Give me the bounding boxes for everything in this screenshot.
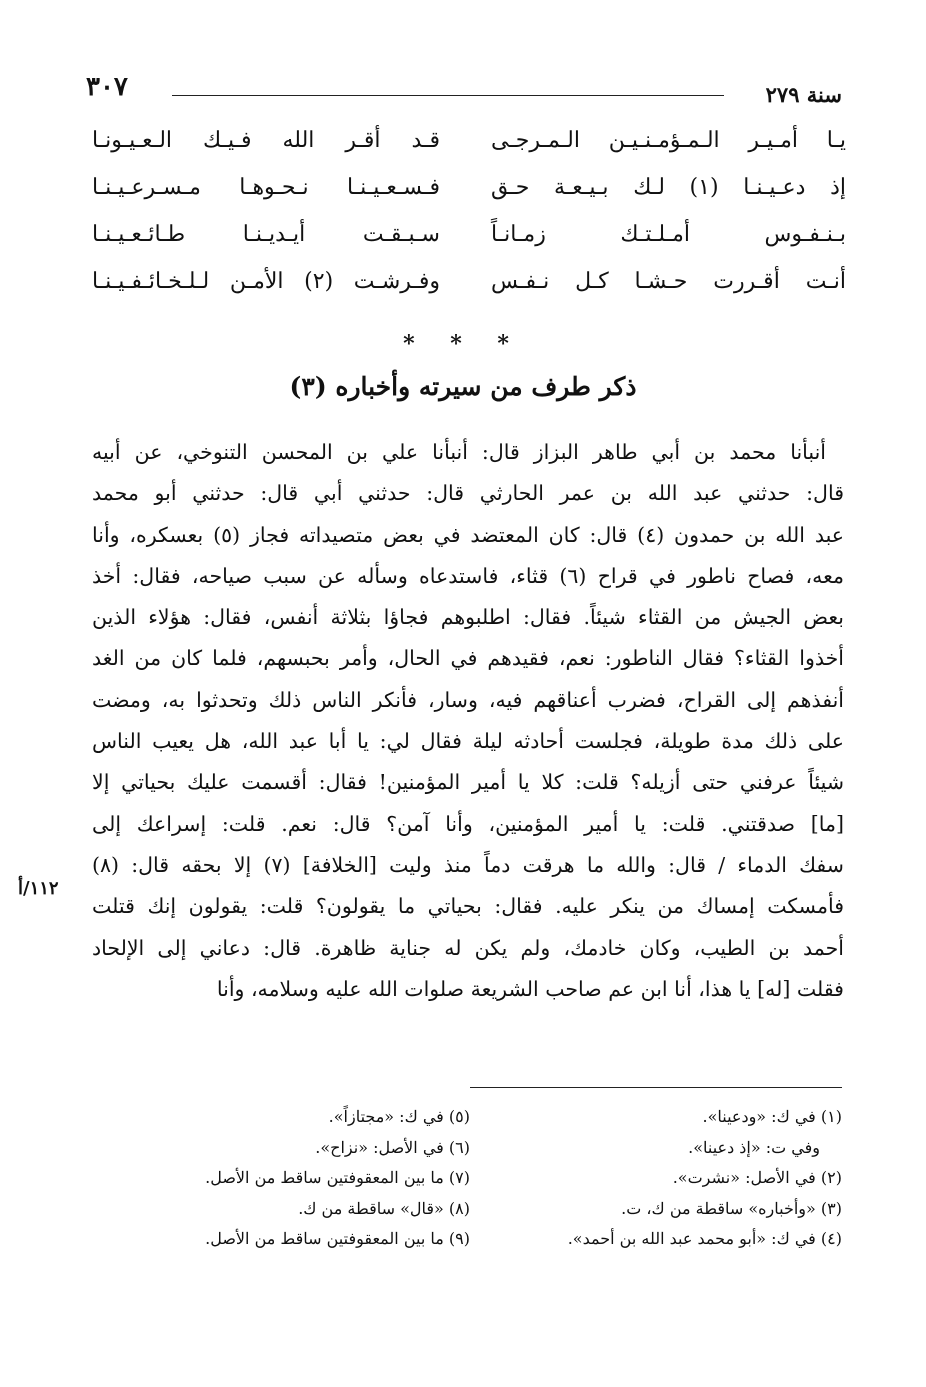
poem-verse: [92, 175, 846, 222]
footnote: (٥) في ك: «مجتازاً».: [328, 1107, 470, 1126]
verse-first-hemistich: يـا أمـيـر الـمـؤمـنـيـن الـمـرجـى: [491, 128, 846, 153]
verse-second-hemistich: فـسـعـيـنـا نـحـوهـا مـسـرعـيـنـا: [92, 175, 440, 200]
header-rule: [172, 95, 724, 96]
footnote: وفي ت: «إذ دعينا».: [688, 1137, 820, 1157]
verse-second-hemistich: قـد أقـر الله فـيـك الـعـيـونـا: [92, 128, 440, 153]
footnote: (٧) ما بين المعقوفتين ساقط من الأصل.: [205, 1168, 470, 1187]
body-line: شيئاً عرفني حتى أزيله؟ قلت: كلا يا أمير المؤمنين! فقال: أقسمت عليك بحياتي إلا: [92, 770, 844, 795]
body-text: [92, 432, 844, 1010]
body-line: أحمد بن الطيب، وكان خادمك، ولم يكن له جناية ظاهرة. قال: دعاني إلى الإلحاد: [92, 935, 844, 960]
verse-first-hemistich: إذ دعـيـنـا (١) لـك بـيـعـة حـق: [491, 175, 847, 200]
body-line: عبد الله بن حمدون (٤) قال: كان المعتضد في بعض متصيداته فجاز (٥) بعسكره، وأنا: [92, 522, 844, 547]
poem-verse: [92, 128, 846, 175]
poem: [92, 128, 846, 316]
footnote-rule: [470, 1087, 842, 1088]
footnote: (٢) في الأصل: «نشرت».: [672, 1168, 842, 1187]
body-line: أنبأنا محمد بن أبي طاهر البزاز قال: أنبأنا علي بن المحسن التنوخي، عن أبيه: [92, 440, 826, 464]
body-line: فقلت [له] يا هذا، أنا ابن عم صاحب الشريعة صلوات الله عليه وسلامه، وأنا: [216, 976, 844, 1001]
verse-second-hemistich: سـبـقـت أيـديـنـا طـائـعـيـنـا: [92, 222, 440, 247]
body-line: قال: حدثني عبد الله بن عمر الحارثي قال: حدثني أبي قال: حدثني أبو محمد: [92, 481, 844, 506]
footnote: (٣) «وأخباره» ساقطة من ك، ت.: [621, 1198, 842, 1218]
footnote: (٦) في الأصل: «نزاح».: [315, 1137, 470, 1157]
page-number: ٣٠٧: [86, 72, 128, 102]
verse-first-hemistich: أنـت أقـررت حـشـا كـل نـفـس: [491, 269, 846, 294]
section-separator: * * *: [403, 331, 523, 357]
manuscript-folio-marker: ١١٢/أ: [18, 878, 59, 899]
body-line: سفك الدماء / قال: والله ما هرقت دماً منذ وليت [الخلافة] (٧) إلا بحقه قال: (٨): [92, 852, 844, 877]
body-line: بعض الجيش من القثاء شيئاً. فقال: اطلبوهم فجاؤا بثلاثة أنفس، فقال: هؤلاء الذين: [92, 605, 844, 630]
body-line: [ما] صدقتني. قلت: يا أمير المؤمنين، وأنا آمن؟ قال: نعم. قلت: إسراعك إلى: [92, 811, 844, 836]
footnotes-column-right: [482, 1102, 842, 1255]
verse-first-hemistich: بـنـفـوس أمـلـتـك زمـانـاً: [491, 222, 846, 247]
footnote: (٩) ما بين المعقوفتين ساقط من الأصل.: [205, 1229, 470, 1248]
body-line: أنفذهم إلى القراح، فضرب أعناقهم فيه، وسار، فأنكر الناس ذلك وتحدثوا به، ومضت: [92, 687, 844, 712]
section-title: ذكر طرف من سيرته وأخباره (٣): [289, 372, 637, 401]
verse-second-hemistich: وفـرشـت (٢) الأمـن لـلـخـائـفـيـنـا: [92, 269, 440, 294]
body-line: فأمسكت إمساك من ينكر عليه. فقال: بحياتي ما يقولون؟ قلت: يقولون إنك قتلت: [92, 894, 844, 919]
footnote: (١) في ك: «ودعينا».: [702, 1107, 842, 1126]
poem-verse: [92, 222, 846, 269]
footnote: (٨) «قال» ساقطة من ك.: [298, 1198, 470, 1218]
body-line: أخذوا القثاء؟ فقال الناطور: نعم، فقيدهم في الحال، وأمر بحبسهم، فلما كان من الغد: [92, 646, 844, 671]
body-line: على ذلك مدة طويلة، فجلست أحادثه ليلة فقال لي: يا أبا عبد الله، هل يعيب الناس: [92, 729, 844, 754]
body-line: معه، فصاح ناطور في قراح (٦) قثاء، فاستدعاه وسأله عن سبب صياحه، فقال: أخذ: [92, 563, 844, 588]
footnotes-column-left: [90, 1102, 470, 1255]
running-header-year: سنة ٢٧٩: [765, 82, 842, 107]
footnote: (٤) في ك: «أبو محمد عبد الله بن أحمد».: [567, 1229, 842, 1248]
poem-verse: [92, 269, 846, 316]
